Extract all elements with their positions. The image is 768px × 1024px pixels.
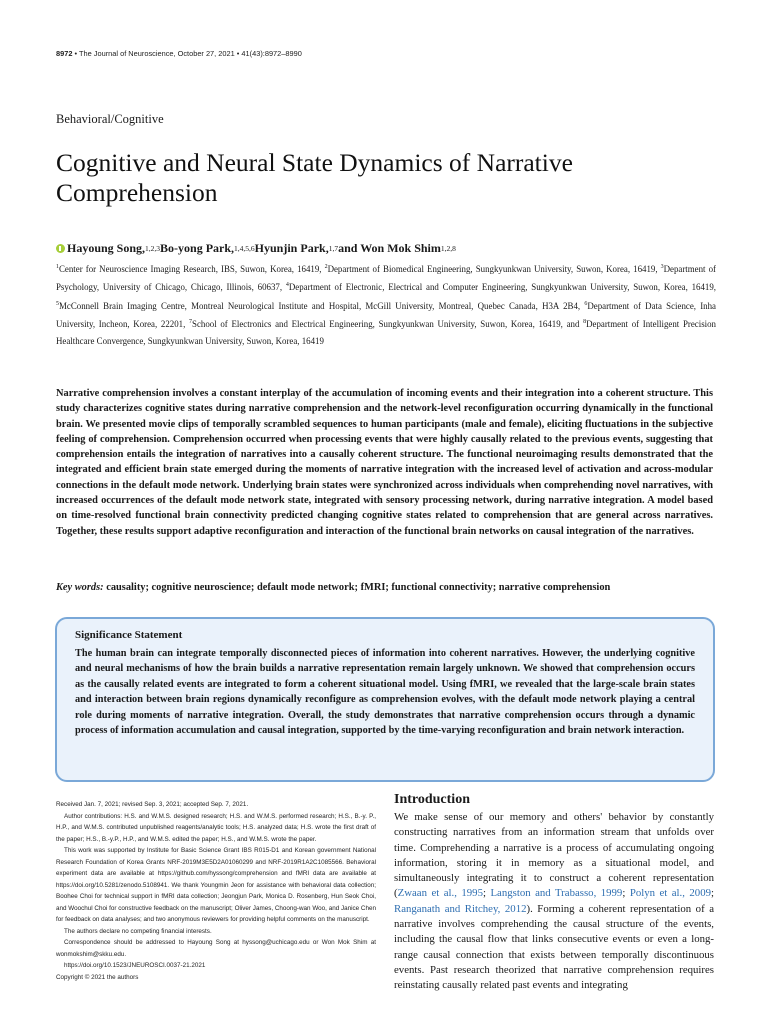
affiliation-text: Department of Biomedical Engineering, Sungkyunkwan University, Suwon, Korea, 16419,	[327, 263, 661, 274]
author-name: and Won Mok Shim	[338, 241, 441, 255]
citation-link[interactable]: Zwaan et al., 1995	[397, 887, 483, 900]
orcid-icon[interactable]	[56, 244, 65, 253]
affiliation-text: Department of Data Science, Inha University, Incheon, Korea, 22201,	[56, 300, 716, 330]
citation-link[interactable]: Langston and Trabasso, 1999	[490, 887, 623, 900]
correspondence: Correspondence should be addressed to Hayoung Song at hyssong@uchicago.edu or Won Mok Shim at wonmokshim@skku.edu.	[56, 939, 376, 958]
copyright: Copyright © 2021 the authors	[56, 973, 139, 981]
author-name: Hayoung Song,	[67, 241, 146, 255]
affiliation-marker: 4	[285, 282, 289, 289]
citation-link[interactable]: Polyn et al., 2009	[629, 887, 711, 900]
doi-link[interactable]: https://doi.org/10.1523/JNEUROSCI.0037-21.2021	[64, 962, 206, 969]
author-name: Hyunjin Park,	[254, 241, 329, 255]
significance-title: Significance Statement	[75, 629, 183, 641]
author-affiliation-marker: 1,2,8	[440, 244, 456, 253]
competing-interests: The authors declare no competing financial interests.	[64, 927, 212, 935]
introduction-text	[394, 810, 714, 994]
affiliation-marker: 2	[324, 264, 328, 270]
citation-separator: ;	[622, 887, 630, 900]
citation-separator: ;	[711, 887, 714, 900]
citation-link[interactable]: Ranganath and Ritchey, 2012	[394, 902, 527, 915]
paper-title: Cognitive and Neural State Dynamics of Narrative Comprehension	[56, 148, 573, 207]
affiliation-text: McConnell Brain Imaging Centre, Montreal Neurological Institute and Hospital, McGill University, Montreal, Quebec Canada, H3A 2B4,	[59, 300, 585, 311]
footnotes	[56, 799, 376, 983]
running-header	[56, 49, 302, 58]
affiliation-marker: 5	[56, 300, 59, 307]
section-label: Behavioral/Cognitive	[56, 112, 164, 126]
affiliation-marker: 6	[584, 300, 588, 307]
affiliation-text: Center for Neuroscience Imaging Research, IBS, Suwon, Korea, 16419,	[59, 263, 325, 274]
author-affiliation-marker: 1,7	[328, 244, 339, 253]
significance-statement-box	[55, 617, 715, 782]
received-dates: Received Jan. 7, 2021; revised Sep. 3, 2021; accepted Sep. 7, 2021.	[56, 801, 249, 808]
citation-separator: ;	[482, 887, 491, 900]
author-affiliation-marker: 1,4,5,6	[234, 244, 255, 253]
introduction-heading: Introduction	[394, 792, 470, 807]
author-affiliation-marker: 1,2,3	[145, 244, 161, 253]
affiliation-marker: 8	[583, 319, 587, 326]
keywords-label: Key words:	[56, 582, 104, 593]
journal-citation: • The Journal of Neuroscience, October 27, 2021 • 41(43):8972–8990	[72, 49, 302, 58]
affiliation-text: Department of Psychology, University of Chicago, Chicago, Illinois, 60637,	[56, 263, 716, 293]
affiliation-marker: 7	[189, 319, 193, 326]
affiliation-marker: 3	[660, 264, 664, 270]
author-list	[56, 241, 456, 256]
page-number: 8972	[56, 49, 73, 58]
affiliation-marker: 1	[56, 264, 59, 270]
funding-statement: This work was supported by Institute for Basic Science Grant IBS R015-D1 and Korean government National Research Foundation of Korea Grants NRF-2019M3E5D2A01060299 and NRF-2019R1A2C1085566. Behavioral experiment data are available at https://github.com/hyssong/comprehension and fMRI data are available at https://doi.org/10.5281/zenodo.5108941. We thank Youngmin Jeon for assistance with behavioral data collection; Boohee Choi for technical support in fMRI data collection; Jeongjun Park, Monica D. Rosenberg, Hun Seok Choi, and Woochul Choi for constructive feedback on the manuscript; Oliver James, Choong-wan Woo, and Janice Chen for feedback on data analyses; and two anonymous reviewers for providing helpful comments on the manuscript.	[56, 847, 376, 923]
significance-body: The human brain can integrate temporally disconnected pieces of information into coherent narratives. However, the underlying cognitive and neural mechanisms of how the brain builds a narrative representation remain largely unknown. We showed that comprehension occurs as the causally related events are integrated to form a coherent situational model. Using fMRI, we revealed that the large-scale brain states and interaction between brain regions dynamically reconfigure as comprehension evolves, with the default mode network playing a central role during moments of narrative integration. Overall, the study demonstrates that narrative comprehension occurs through a dynamic process of information accumulation and causal integration, supported by the time-varying reconfiguration and brain network interaction.	[75, 648, 695, 737]
intro-text: ). Forming a coherent representation of a narrative involves comprehending the causal structure of the events, including the causal flow that links consecutive events or even a long-range causal connection that exists between temporally discontinuous events. Past research theorized that narrative comprehension requires reinstating causally related past events and integrating	[394, 902, 714, 992]
affiliations	[56, 259, 716, 349]
keywords-list: causality; cognitive neuroscience; default mode network; fMRI; functional connectivity; narrative comprehension	[103, 582, 611, 593]
author-contributions: Author contributions: H.S. and W.M.S. designed research; H.S. and W.M.S. performed research; H.S., B.-y. P., H.P., and W.M.S. contributed unpublished reagents/analytic tools; H.S. analyzed data; H.S. wrote the first draft of the paper; H.S., B.-y.P., H.P., and W.M.S. edited the paper; H.S., and W.M.S. wrote the paper.	[56, 812, 376, 843]
affiliation-text: Department of Intelligent Precision Healthcare Convergence, Sungkyunkwan University, Suwon, Korea, 16419	[56, 319, 716, 346]
author-name: Bo-yong Park,	[160, 241, 235, 255]
abstract: Narrative comprehension involves a constant interplay of the accumulation of incoming events and their integration into a coherent structure. This study characterizes cognitive states during narrative comprehension and the network-level reconfiguration occurring dynamically in the functional brain. We presented movie clips of temporally scrambled sequences to human participants (male and female), eliciting fluctuations in the subjective feeling of comprehension. Comprehension occurred when processing events that were highly causally related to the previous events, suggesting that comprehension entails the integration of narratives into a causally coherent structure. The functional neuroimaging results demonstrated that the integrated and efficient brain state emerged during the moments of narrative integration with the increased level of activation and across-modular connections in the default mode network. Underlying brain states were synchronized across individuals when comprehending novel narratives, with increased occurrences of the default mode network state, integrated with sensory processing network, during narrative integration. A model based on time-resolved functional brain connectivity predicted changing cognitive states related to comprehension that are general across narratives. Together, these results support adaptive reconfiguration and interaction of the functional brain networks on causal integration of the narratives.	[56, 388, 713, 537]
keywords	[56, 582, 716, 593]
affiliation-text: School of Electronics and Electrical Engineering, Sungkyunkwan University, Suwon, Korea, 16419, and	[192, 319, 584, 330]
intro-text: We make sense of our memory and others' behavior by constantly constructing narratives from an information stream that unfolds over time. Comprehending a narrative is a process of accumulating ongoing information, storing it in memory as a situational model, and simultaneously integrating it to construct a coherent representation (	[394, 811, 714, 900]
affiliation-text: Department of Electronic, Electrical and Computer Engineering, Sungkyunkwan University, Suwon, Korea, 16419,	[288, 282, 716, 293]
